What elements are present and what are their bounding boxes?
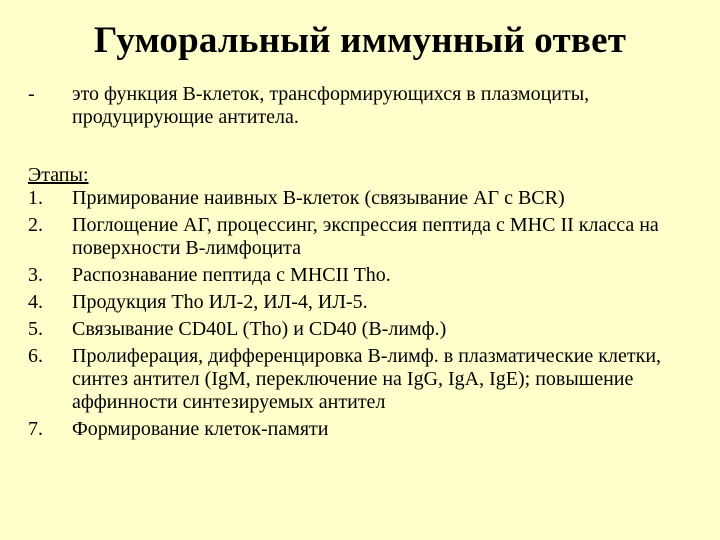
step-number: 3. <box>28 264 43 286</box>
stages-section <box>28 164 703 445</box>
list-item <box>28 187 703 210</box>
list-item <box>28 214 703 260</box>
step-number: 7. <box>28 418 43 440</box>
step-text: Связывание CD40L (Tho) и CD40 (В-лимф.) <box>72 318 447 340</box>
intro-paragraph <box>28 83 688 129</box>
slide-title: Гуморальный иммунный ответ <box>93 20 627 61</box>
step-text: Формирование клеток-памяти <box>72 418 329 440</box>
step-text: Распознавание пептида с MHCII Tho. <box>72 264 391 286</box>
step-text: Поглощение АГ, процессинг, экспрессия пептида с MHC II класса на поверхности В-лимфоцита <box>72 214 659 259</box>
step-number: 1. <box>28 187 43 209</box>
steps-list <box>28 187 703 441</box>
list-item <box>28 318 703 341</box>
step-number: 4. <box>28 291 43 313</box>
stages-heading: Этапы: <box>28 164 89 186</box>
intro-text: это функция В-клеток, трансформирующихся в плазмоциты, продуцирующие антитела. <box>72 83 590 128</box>
step-text: Пролиферация, дифференцировка В-лимф. в плазматические клетки, синтез антител (IgM, переключение на IgG, IgA, IgE); повышение аффинности синтезируемых антител <box>72 345 662 413</box>
list-item <box>28 345 703 414</box>
step-text: Примирование наивных В-клеток (связывание АГ с BCR) <box>72 187 565 209</box>
list-item <box>28 418 703 441</box>
step-number: 6. <box>28 345 43 367</box>
intro-bullet: - <box>28 83 35 105</box>
step-number: 2. <box>28 214 43 236</box>
list-item <box>28 264 703 287</box>
list-item <box>28 291 703 314</box>
step-text: Продукция Tho ИЛ-2, ИЛ-4, ИЛ-5. <box>72 291 368 313</box>
step-number: 5. <box>28 318 43 340</box>
